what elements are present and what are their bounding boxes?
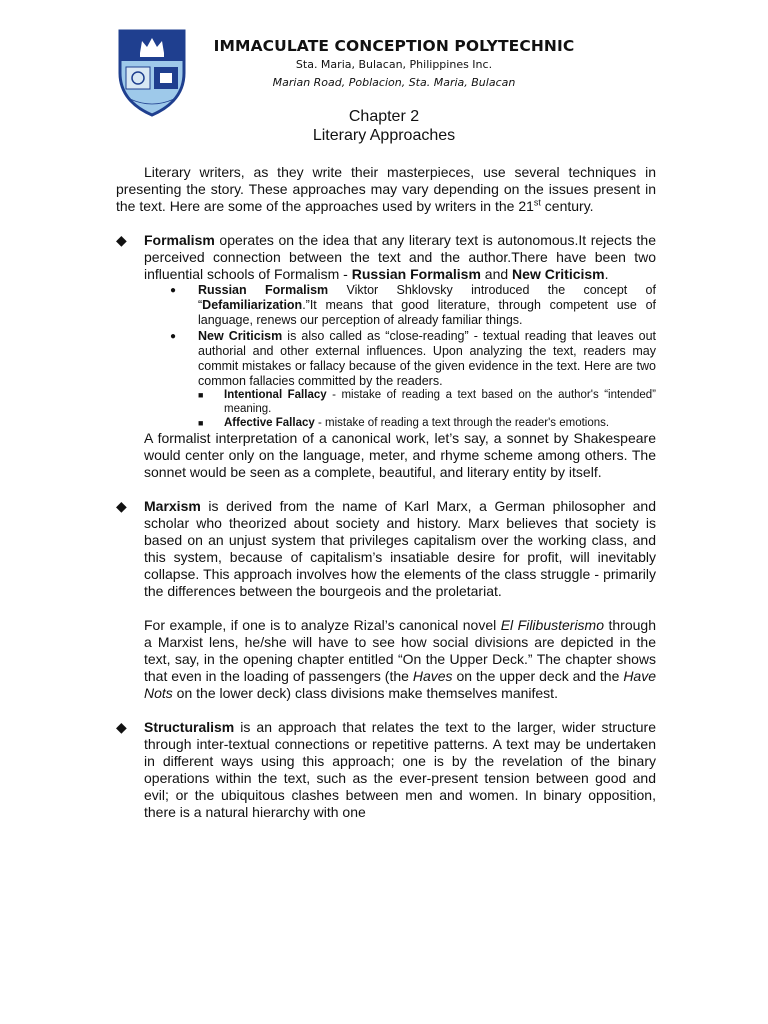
square-bullet-icon: ■	[198, 417, 204, 428]
structuralism-section: ◆ Structuralism is an approach that relates the text to the larger, wider structure through inter-textual connections or repetitive patterns. A text may be undertaken in different ways using this approach; one is by the revelation of the binary operations within the text, such as the ever-present tension between good and evil; or the ubiquitous clashes between men and women. In binary opposition, there is a natural hierarchy with one	[116, 719, 656, 821]
chapter-number: Chapter 2	[348, 108, 420, 125]
formalism-closing: A formalist interpretation of a canonical work, let’s say, a sonnet by Shakespeare would center only on the language, meter, and rhyme scheme among others. The sonnet would be seen as a complete, beautiful, and literary entity by itself.	[144, 430, 656, 481]
dot-bullet-icon: ●	[170, 285, 177, 296]
dot-bullet-icon: ●	[170, 330, 177, 342]
marxism-section: ◆ Marxism is derived from the name of Karl Marx, a German philosopher and scholar who theorized about society and history. Marx believes that society is based on an unjust system that privileges capitalism over the working class, and this system, because of capitalism’s insatiable desire for profit, will inevitably collapse. This approach involves how the elements of the class struggle - primarily the differences between the bourgeois and the proletariat.	[116, 498, 656, 600]
document-body	[116, 164, 656, 821]
sub-item-russian-formalism: ● Russian Formalism Viktor Shklovsky introduced the concept of “Defamiliarization.”It means that good literature, through competent use of language, renews our perception of already familiar things.	[170, 283, 656, 328]
diamond-bullet-icon: ◆	[116, 719, 127, 736]
formalism-section: ◆ Formalism operates on the idea that any literary text is autonomous.It rejects the perceived connection between the text and the author.There have been two influential schools of Formalism - Russian Formalism and New Criticism.	[116, 232, 656, 282]
marxism-term: Marxism	[144, 498, 201, 515]
chapter-title: Literary Approaches	[312, 127, 456, 144]
intro-paragraph: Literary writers, as they write their masterpieces, use several techniques in presenting the story. These approaches may vary depending on the issues present in the text. Here are some of the approaches used by writers in the 21st century.	[116, 164, 656, 214]
square-bullet-icon: ■	[198, 390, 204, 401]
fallacy-affective: ■ Affective Fallacy - mistake of reading a text through the reader's emotions.	[198, 416, 610, 429]
structuralism-term: Structuralism	[144, 719, 235, 736]
fallacy-intentional: ■ Intentional Fallacy - mistake of reading a text based on the author's “intended” meaning.	[198, 389, 656, 416]
formalism-term: Formalism	[144, 232, 215, 248]
sub-item-new-criticism: ● New Criticism is also called as “close-reading” - textual reading that leaves out authorial and other external influences. Upon analyzing the text, readers may commit mistakes or fallacy because of the given evidence in the text. Here are two common fallacies committed by the readers.	[170, 328, 656, 389]
diamond-bullet-icon: ◆	[116, 498, 127, 515]
marxism-example: For example, if one is to analyze Rizal’s canonical novel El Filibusterismo through a Marxist lens, he/she will have to see how social divisions are depicted in the text, say, in the opening chapter entitled “On the Upper Deck.” The chapter shows that even in the loading of passengers (the Haves on the upper deck and the Have Nots on the lower deck) class divisions make themselves manifest.	[144, 617, 656, 702]
school-name: IMMACULATE CONCEPTION POLYTECHNIC	[213, 37, 575, 55]
diamond-bullet-icon: ◆	[116, 232, 127, 248]
school-address-line2: Marian Road, Poblacion, Sta. Maria, Bulacan	[272, 76, 516, 89]
document-header	[0, 0, 768, 100]
school-address-line1: Sta. Maria, Bulacan, Philippines Inc.	[295, 58, 493, 71]
school-seal-logo	[116, 27, 188, 117]
